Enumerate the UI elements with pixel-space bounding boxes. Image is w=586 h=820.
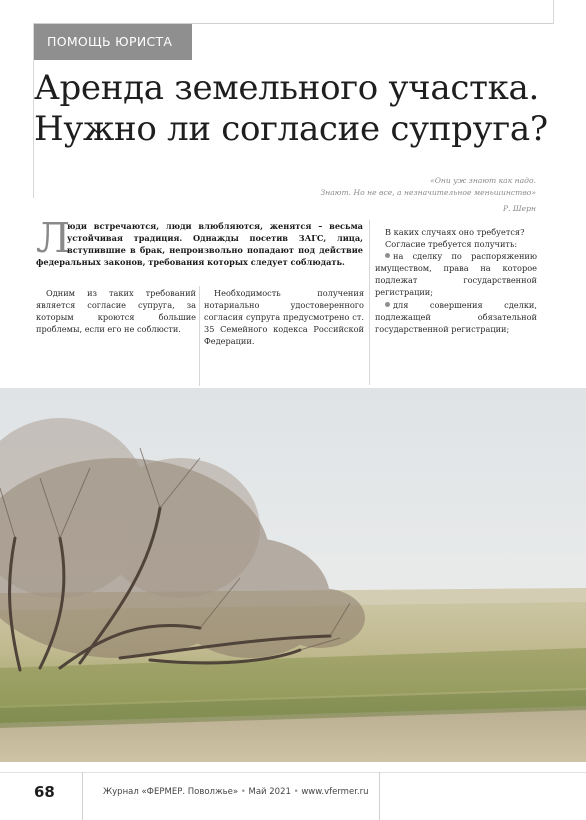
- page-number: 68: [34, 783, 55, 801]
- column-2-text: Необходимость получения нотариально удостоверенного согласия супруга предусмотрено ст. 35 Семейного кодекса Российской Федерации.: [204, 288, 364, 347]
- title-line-1: Аренда земельного участка.: [34, 68, 540, 108]
- footer-rule: [0, 772, 586, 773]
- column-1: [36, 287, 196, 335]
- epigraph: [196, 175, 536, 199]
- bullet-icon: [385, 253, 390, 258]
- separator-dot: •: [240, 787, 246, 797]
- bullet-icon: [385, 302, 390, 307]
- footer-divider: [82, 772, 83, 820]
- journal-name: Журнал «ФЕРМЕР. Поволжье»: [103, 787, 239, 797]
- column-3: [375, 226, 537, 335]
- separator-dot: •: [293, 787, 299, 797]
- issue-date: Май 2021: [248, 787, 291, 797]
- column-divider: [369, 220, 370, 385]
- column-1-text: Одним из таких требований является согласие супруга, за которым кроются большие проблемы, если его не соблюсти.: [36, 288, 196, 335]
- column-divider: [199, 286, 200, 386]
- list-item: [375, 299, 537, 335]
- lead-text: юди встречаются, люди влюбляются, женятся – весьма устойчивая традиция. Однажды посетив ЗАГС, лица, вступившие в брак, непроизвольно попадают под действие федеральных законов, требования которых следует соблюдать.: [36, 221, 363, 268]
- list-item-text: для совершения сделки, подлежащей обязательной государственной регистрации;: [375, 299, 537, 334]
- steppe-photo: [0, 388, 586, 762]
- column-3-intro: Согласие требуется получить:: [385, 239, 518, 250]
- column-3-question: В каких случаях оно требуется?: [385, 227, 525, 237]
- footer-credits: [103, 787, 369, 797]
- footer-divider: [379, 772, 380, 820]
- epigraph-line-2: Знают. Но не все, а незначительное меньшинство»: [320, 188, 536, 197]
- section-tab: ПОМОЩЬ ЮРИСТА: [34, 24, 192, 60]
- list-item-text: на сделку по распоряжению имуществом, права на которое подлежат государственной регистрации;: [375, 251, 537, 298]
- right-rule: [553, 0, 554, 24]
- column-2: [204, 287, 364, 347]
- list-item: [375, 250, 537, 298]
- title-line-2: Нужно ли согласие супруга?: [34, 109, 548, 149]
- article-title: [34, 68, 554, 150]
- website-link[interactable]: www.vfermer.ru: [301, 787, 369, 797]
- drop-cap: Л: [36, 214, 71, 262]
- epigraph-line-1: «Они уж знают как надо.: [430, 176, 536, 185]
- epigraph-author: Р. Шерн: [503, 204, 536, 213]
- lead-paragraph: [36, 214, 363, 268]
